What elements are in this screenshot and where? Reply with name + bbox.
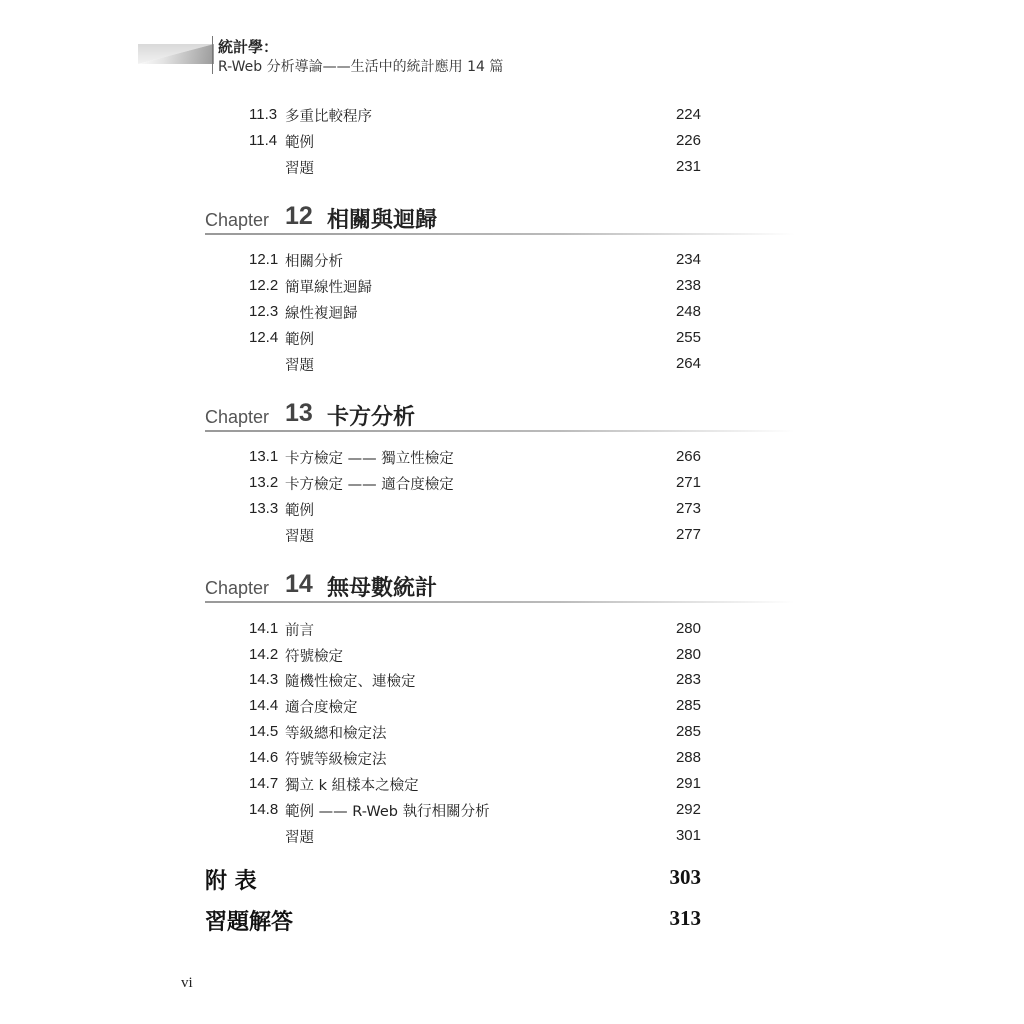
section-number: 14.8 [249,801,279,818]
toc-entry[interactable] [249,721,701,743]
page-ref: 248 [675,303,701,320]
page-ref: 264 [675,355,701,372]
section-number: 11.4 [249,132,278,149]
page-number: vi [181,975,193,991]
section-number: 14.1 [249,620,279,637]
toc-entry[interactable] [249,104,701,126]
section-number: 13.2 [249,474,279,491]
page-ref: 313 [669,906,701,930]
section-title: 卡方檢定 —— 適合度檢定 [285,477,454,493]
toc-appendix-tables[interactable] [205,864,701,894]
chapter-number: 14 [285,570,313,598]
page-ref: 301 [675,827,701,844]
toc-entry[interactable] [249,301,701,323]
section-title: 習題 [285,161,314,177]
toc-entry[interactable] [249,669,701,691]
toc-appendix-answers[interactable] [205,905,701,935]
toc-entry[interactable] [249,747,701,769]
toc-entry[interactable] [249,773,701,795]
section-number: 12.1 [249,251,279,268]
chapter-heading-12[interactable] [205,200,795,234]
section-number: 14.6 [249,749,279,766]
page-ref: 277 [675,526,701,543]
section-title: 簡單線性迴歸 [285,280,372,296]
section-title: 前言 [285,623,314,639]
section-title: 習題 [285,358,314,374]
section-number: 14.5 [249,723,279,740]
page-ref: 271 [675,474,701,491]
chapter-label: Chapter [205,578,270,598]
section-title: 卡方檢定 —— 獨立性檢定 [285,451,454,467]
chapter-number: 13 [285,399,313,427]
page-ref: 285 [675,697,701,714]
page-ref: 255 [675,329,701,346]
chapter-rule [205,601,795,603]
toc-entry[interactable] [249,524,701,546]
section-number: 13.3 [249,500,279,517]
section-title: 習題 [285,529,314,545]
toc-entry[interactable] [249,353,701,375]
section-number: 12.4 [249,329,279,346]
section-title: 範例 —— R-Web 執行相關分析 [285,804,490,820]
page-ref: 285 [675,723,701,740]
appendix-title: 附 表 [205,868,257,894]
header-divider [212,36,213,74]
chapter-rule [205,430,795,432]
toc-entry[interactable] [249,156,701,178]
section-title: 適合度檢定 [285,700,358,716]
toc-entry[interactable] [249,130,701,152]
page-ref: 273 [675,500,701,517]
page-ref: 292 [675,801,701,818]
chapter-label: Chapter [205,210,270,230]
page-ref: 231 [675,158,701,175]
book-subtitle: R-Web 分析導論——生活中的統計應用 14 篇 [218,59,504,75]
running-header [0,0,1024,90]
page-ref: 303 [669,865,701,889]
toc-entry[interactable] [249,644,701,666]
page-ref: 283 [675,671,701,688]
section-title: 相關分析 [285,254,343,270]
toc-entry[interactable] [249,472,701,494]
page-ref: 238 [675,277,701,294]
section-number: 14.4 [249,697,279,714]
section-title: 符號等級檢定法 [285,752,387,768]
toc-entry[interactable] [249,618,701,640]
book-title: 統計學： [218,38,279,56]
section-title: 多重比較程序 [285,109,372,125]
section-title: 範例 [285,332,314,348]
chapter-title: 相關與迴歸 [327,207,438,233]
section-number: 14.7 [249,775,279,792]
section-title: 等級總和檢定法 [285,726,387,742]
page-ref: 224 [675,106,701,123]
page-ref: 234 [675,251,701,268]
section-title: 範例 [285,503,314,519]
page-ref: 291 [675,775,701,792]
section-number: 13.1 [249,448,279,465]
section-number: 14.2 [249,646,279,663]
section-number: 12.3 [249,303,279,320]
chapter-title: 卡方分析 [327,404,416,430]
chapter-label: Chapter [205,407,270,427]
section-title: 隨機性檢定、連檢定 [285,674,416,690]
section-title: 線性複迴歸 [285,306,358,322]
section-number: 11.3 [249,106,278,123]
toc-entry[interactable] [249,249,701,271]
chapter-rule [205,233,795,235]
page-ref: 280 [675,620,701,637]
section-number: 14.3 [249,671,279,688]
section-title: 獨立 k 組樣本之檢定 [285,778,419,794]
toc-entry[interactable] [249,446,701,468]
section-title: 習題 [285,830,314,846]
chapter-heading-13[interactable] [205,397,795,431]
toc-entry[interactable] [249,498,701,520]
chapter-number: 12 [285,202,313,230]
section-title: 範例 [285,135,314,151]
section-title: 符號檢定 [285,649,343,665]
chapter-title: 無母數統計 [327,575,438,601]
page-ref: 280 [675,646,701,663]
page-ref: 288 [675,749,701,766]
toc-entry[interactable] [249,327,701,349]
section-number: 12.2 [249,277,279,294]
toc-entry[interactable] [249,275,701,297]
toc-entry[interactable] [249,799,701,821]
toc-entry[interactable] [249,695,701,717]
chapter-heading-14[interactable] [205,568,795,602]
page-ref: 266 [675,448,701,465]
appendix-title: 習題解答 [205,909,294,935]
toc-entry[interactable] [249,825,701,847]
page-ref: 226 [675,132,701,149]
